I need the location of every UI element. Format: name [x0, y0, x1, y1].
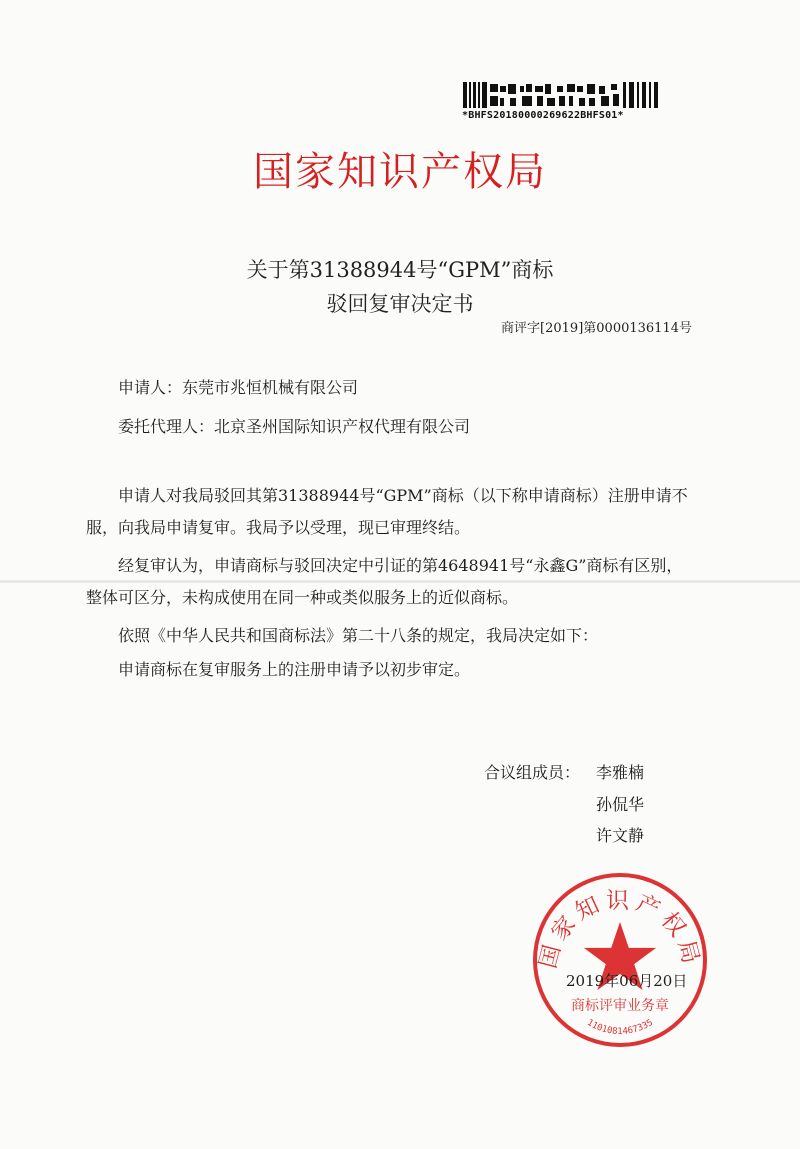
official-seal [530, 870, 710, 1050]
panel-member: 李雅楠 [596, 763, 645, 782]
agent-line [118, 414, 470, 437]
body-paragraph-review: 经复审认为，申请商标与驳回决定中引证的第4648941号“永鑫G”商标有区别，整体可区分，未构成使用在同一种或类似服务上的近似商标。 [86, 556, 683, 607]
seal-outer-text: 国家知识产权局 [535, 888, 705, 972]
document-subtitle: 驳回复审决定书 [326, 292, 474, 316]
body-paragraph-decision: 申请商标在复审服务上的注册申请予以初步审定。 [118, 660, 471, 679]
document-number: 商评字[2019]第0000136114号 [501, 321, 692, 336]
applicant-line [118, 375, 358, 398]
applicant-label: 申请人： [118, 378, 183, 397]
seal-inner-text: 商标评审业务章 [571, 998, 669, 1014]
agent-label: 委托代理人： [118, 417, 215, 436]
seal-number: 1101081467335 [585, 1017, 655, 1037]
applicant-name: 东莞市兆恒机械有限公司 [182, 378, 359, 397]
body-paragraph-legal-basis: 依照《中华人民共和国商标法》第二十八条的规定，我局决定如下： [118, 626, 599, 645]
panel-member: 许文静 [596, 826, 645, 845]
barcode-number: *BHFS20180000269622BHFS01* [462, 110, 624, 121]
issue-date: 2019年06月20日 [566, 972, 688, 990]
body-paragraph-request: 申请人对我局驳回其第31388944号“GPM”商标（以下称申请商标）注册申请不服，向我局申请复审。我局予以受理，现已审理终结。 [86, 486, 688, 537]
panel-label: 合议组成员： [484, 763, 581, 782]
document-title: 关于第31388944号“GPM”商标 [246, 258, 554, 282]
panel-member: 孙侃华 [596, 795, 645, 814]
agency-header: 国家知识产权局 [253, 149, 547, 195]
agent-name: 北京圣州国际知识产权代理有限公司 [214, 417, 471, 436]
